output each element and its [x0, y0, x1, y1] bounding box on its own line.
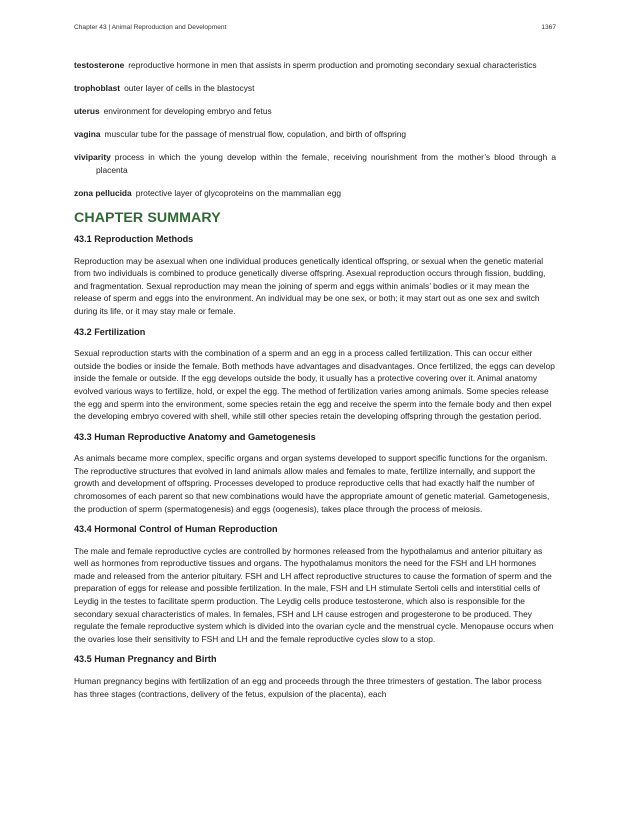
glossary [74, 59, 556, 200]
glossary-term: uterus [74, 106, 100, 117]
page [74, 24, 556, 709]
glossary-term: trophoblast [74, 83, 121, 94]
chapter-summary-heading: CHAPTER SUMMARY [74, 210, 221, 227]
section-paragraph: Human pregnancy begins with fertilization of an egg and proceeds through the three trimesters of gestation. The labor process has three stages (contractions, delivery of the fetus, expulsion of the placenta), each [74, 675, 542, 699]
glossary-term: testosterone [74, 60, 125, 70]
glossary-entry [74, 82, 556, 95]
glossary-entry [74, 128, 556, 141]
chapter-header: Chapter 43 | Animal Reproduction and Development [74, 24, 227, 31]
section-heading: 43.3 Human Reproductive Anatomy and Gametogenesis [74, 431, 316, 442]
section-paragraph: Reproduction may be asexual when one individual produces genetically identical offspring, or sexual when the genetic material from two individuals is combined to produce genetically diverse offspring. Asexual reproduction occurs through fission, budding, and fragmentation. Sexual reproduction may mean the joining of sperm and eggs within animals’ bodies or it may mean the release of sperm and eggs into the environment. An individual may be one sex, or both; it may start out as one sex and switch during its life, or it may stay male or female. [74, 255, 546, 317]
glossary-definition: process in which the young develop within the female, receiving nourishment from the mother’s blood through a placenta [96, 152, 556, 175]
glossary-definition: protective layer of glycoproteins on the mammalian egg [135, 188, 342, 199]
section-heading: 43.5 Human Pregnancy and Birth [74, 654, 217, 665]
glossary-entry [74, 59, 556, 72]
section-paragraph: As animals became more complex, specific organs and organ systems developed to support specific functions for the organism. The reproductive structures that evolved in land animals allow males and females to mate, fertilize internally, and support the growth and development of offspring. Processes developed to produce reproductive cells that had exactly half the number of chromosomes of each parent so that new combinations would have the appropriate amount of genetic material. Gametogenesis, the production of sperm (spermatogenesis) and eggs (oogenesis), takes place through the process of meiosis. [74, 453, 550, 514]
glossary-entry [74, 151, 556, 176]
summary-section [74, 654, 556, 700]
glossary-entry [74, 187, 556, 200]
glossary-definition: environment for developing embryo and fetus [103, 106, 272, 117]
summary-section [74, 524, 556, 645]
glossary-term: viviparity [74, 152, 111, 163]
summary-section [74, 327, 556, 423]
section-heading: 43.4 Hormonal Control of Human Reproduction [74, 524, 278, 535]
summary-section [74, 234, 556, 317]
summary-section [74, 432, 556, 515]
glossary-definition: reproductive hormone in men that assists in sperm production and promoting secondary sexual characteristics [128, 60, 537, 70]
section-heading: 43.2 Fertilization [74, 326, 146, 337]
glossary-term: zona pellucida [74, 188, 132, 199]
glossary-definition: outer layer of cells in the blastocyst [124, 83, 255, 94]
section-paragraph: The male and female reproductive cycles are controlled by hormones released from the hypothalamus and anterior pituitary as well as hormones from reproductive tissues and organs. The hypothalamus monitors the need for the FSH and LH hormones made and released from the anterior pituitary. FSH and LH affect reproductive structures to cause the formation of sperm and the preparation of eggs for release and possible fertilization. In the male, FSH and LH stimulate Sertoli cells and interstitial cells of Leydig in the testes to facilitate sperm production. The Leydig cells produce testosterone, which also is responsible for the secondary sexual characteristics of males. In females, FSH and LH cause estrogen and progesterone to be produced. They regulate the female reproductive system which is divided into the ovarian cycle and the menstrual cycle. Menopause occurs when the ovaries lose their sensitivity to FSH and LH and the female reproductive cycles slow to a stop. [74, 545, 554, 644]
glossary-term: vagina [74, 129, 101, 140]
running-head [74, 24, 556, 36]
section-heading: 43.1 Reproduction Methods [74, 234, 194, 245]
glossary-definition: muscular tube for the passage of menstrual flow, copulation, and birth of offspring [104, 129, 407, 140]
section-paragraph: Sexual reproduction starts with the combination of a sperm and an egg in a process called fertilization. This can occur either outside the bodies or inside the female. Both methods have advantages and disadvantages. Once fertilized, the eggs can develop inside the female or outside. If the egg develops outside the body, it usually has a protective covering over it. Animal anatomy evolved various ways to fertilize, hold, or expel the egg. The method of fertilization varies among animals. Some species release the egg and sperm into the environment, some species retain the egg and receive the sperm into the female body and then expel the developing embryo covered with shell, while still other species retain the developing offspring through the gestation period. [74, 348, 555, 422]
page-number: 1367 [541, 24, 556, 31]
glossary-entry [74, 105, 556, 118]
